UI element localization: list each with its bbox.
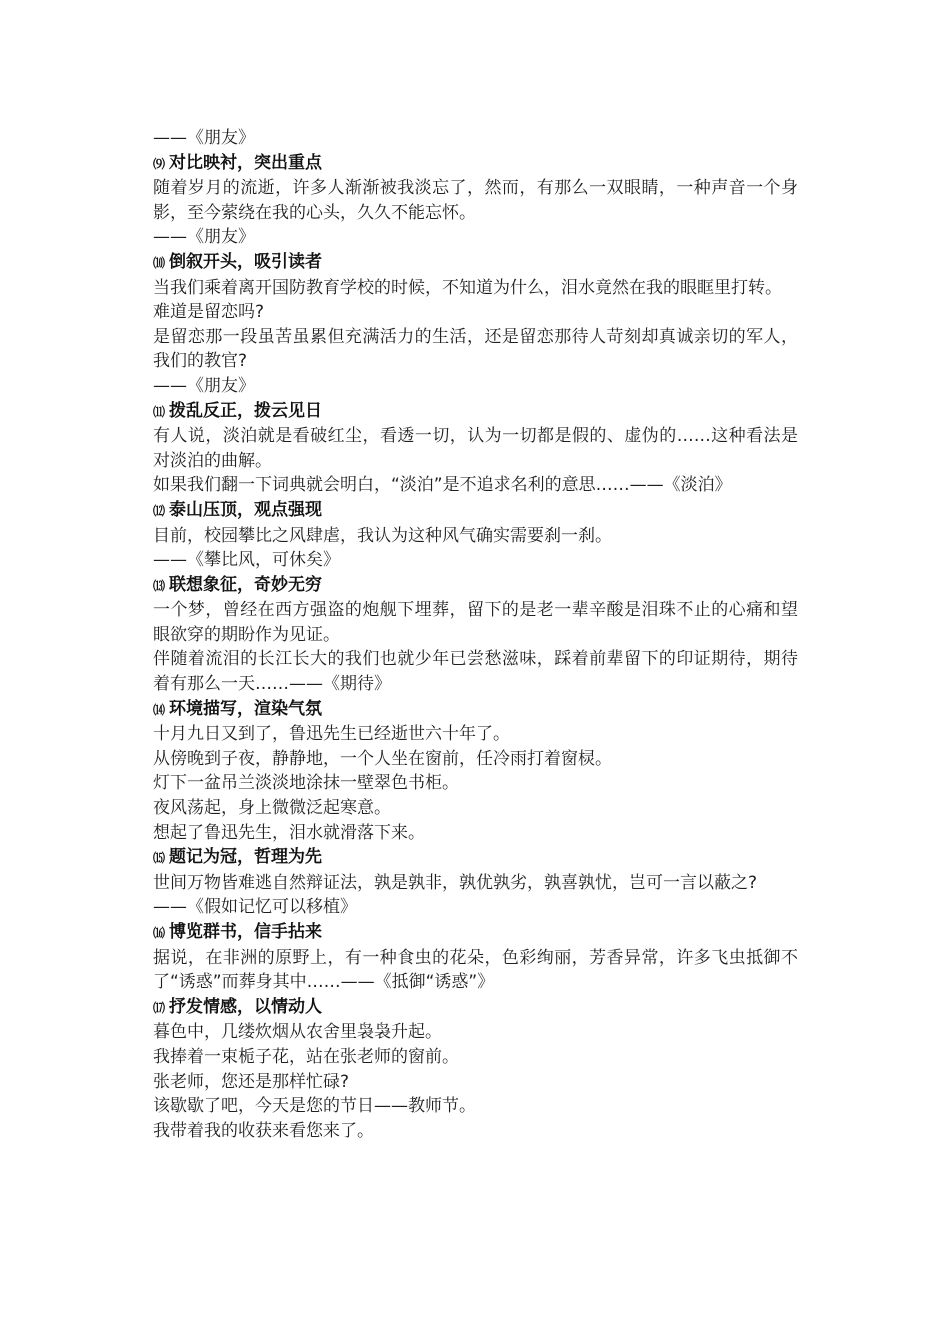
- paragraph: [153, 424, 798, 473]
- section-heading: [153, 995, 798, 1021]
- heading-text: 环境描写，渲染气氛: [169, 698, 323, 719]
- paragraph-text: 我捧着一束栀子花，站在张老师的窗前。: [153, 1046, 459, 1067]
- paragraph-text: 有人说，淡泊就是看破红尘，看透一切，认为一切都是假的、虚伪的……这种看法是对淡泊的曲解。: [153, 426, 798, 471]
- heading-text: 倒叙开头，吸引读者: [169, 251, 323, 272]
- paragraph-text: ——《朋友》: [153, 375, 255, 396]
- paragraph-text: 该歇歇了吧，今天是您的节日——教师节。: [153, 1096, 476, 1117]
- paragraph: [153, 895, 798, 920]
- heading-text: 拨乱反正，拨云见日: [169, 400, 323, 421]
- paragraph-text: 当我们乘着离开国防教育学校的时候，不知道为什么，泪水竟然在我的眼眶里打转。: [153, 277, 782, 298]
- section-heading: [153, 920, 798, 946]
- paragraph-text: 我带着我的收获来看您来了。: [153, 1120, 374, 1141]
- section-number: ⒄: [153, 1000, 166, 1015]
- paragraph: [153, 1119, 798, 1144]
- paragraph: [153, 1070, 798, 1095]
- paragraph: [153, 300, 798, 325]
- paragraph: [153, 524, 798, 549]
- paragraph-text: ——《朋友》: [153, 128, 255, 148]
- paragraph: [153, 946, 798, 995]
- paragraph: [153, 722, 798, 747]
- paragraph-text: 一个梦，曾经在西方强盗的炮舰下埋葬，留下的是老一辈辛酸是泪珠不止的心痛和望眼欲穿的期盼作为见证。: [153, 600, 798, 645]
- paragraph-text: 目前，校园攀比之风肆虐，我认为这种风气确实需要刹一刹。: [153, 525, 612, 546]
- section-number: ⒀: [153, 578, 166, 593]
- document-body: [153, 126, 798, 1143]
- section-number: ⑽: [153, 255, 166, 270]
- section-number: ⑼: [153, 156, 166, 171]
- paragraph: [153, 1045, 798, 1070]
- heading-text: 题记为冠，哲理为先: [169, 847, 323, 868]
- paragraph-text: 夜风荡起，身上微微泛起寒意。: [153, 798, 391, 819]
- paragraph-text: 张老师，您还是那样忙碌?: [153, 1071, 350, 1092]
- paragraph-text: ——《攀比风，可休矣》: [153, 550, 340, 571]
- section-heading: [153, 573, 798, 599]
- paragraph: [153, 747, 798, 772]
- section-heading: [153, 845, 798, 871]
- paragraph-text: ——《假如记忆可以移植》: [153, 897, 357, 918]
- paragraph-text: 世间万物皆难逃自然辩证法，孰是孰非，孰优孰劣，孰喜孰忧，岂可一言以蔽之?: [153, 872, 758, 893]
- heading-text: 联想象征，奇妙无穷: [169, 574, 323, 595]
- paragraph: [153, 473, 798, 498]
- paragraph-text: 想起了鲁迅先生，泪水就滑落下来。: [153, 822, 425, 843]
- paragraph: [153, 276, 798, 301]
- paragraph-text: 十月九日又到了，鲁迅先生已经逝世六十年了。: [153, 724, 510, 745]
- paragraph-text: ——《朋友》: [153, 227, 255, 248]
- paragraph: [153, 176, 798, 225]
- paragraph-text: 难道是留恋吗?: [153, 302, 265, 323]
- paragraph-text: 灯下一盆吊兰淡淡地涂抹一壁翠色书柜。: [153, 773, 459, 794]
- paragraph: [153, 821, 798, 846]
- paragraph: [153, 771, 798, 796]
- section-number: ⑾: [153, 404, 166, 419]
- paragraph: [153, 598, 798, 647]
- paragraph: [153, 548, 798, 573]
- paragraph-text: 暮色中，几缕炊烟从农舍里袅袅升起。: [153, 1022, 442, 1043]
- section-heading: [153, 498, 798, 524]
- paragraph-text: 如果我们翻一下词典就会明白，“淡泊”是不追求名利的意思……——《淡泊》: [153, 475, 732, 496]
- heading-text: 博览群书，信手拈来: [169, 922, 323, 942]
- paragraph-text: 是留恋那一段虽苦虽累但充满活力的生活，还是留恋那待人苛刻却真诚亲切的军人，我们的教官?: [153, 326, 798, 372]
- paragraph-text: 据说，在非洲的原野上，有一种食虫的花朵，色彩绚丽，芳香异常，许多飞虫抵御不了“诱惑”而葬身其中……——《抵御“诱惑”》: [153, 947, 798, 993]
- paragraph: [153, 1094, 798, 1119]
- paragraph: [153, 796, 798, 821]
- heading-text: 抒发情感，以情动人: [169, 996, 323, 1017]
- heading-text: 泰山压顶，观点强现: [169, 499, 323, 520]
- paragraph: [153, 647, 798, 696]
- paragraph-text: 随着岁月的流逝，许多人渐渐被我淡忘了，然而，有那么一双眼睛，一种声音一个身影，至今萦绕在我的心头，久久不能忘怀。: [153, 178, 798, 223]
- section-heading: [153, 399, 798, 425]
- section-number: ⑿: [153, 503, 166, 518]
- section-number: ⒃: [153, 926, 166, 940]
- section-heading: [153, 250, 798, 276]
- paragraph: [153, 374, 798, 399]
- section-number: ⒁: [153, 702, 166, 717]
- paragraph: [153, 325, 798, 374]
- paragraph: [153, 225, 798, 250]
- section-heading: [153, 151, 798, 177]
- paragraph-text: 伴随着流泪的长江长大的我们也就少年已尝愁滋味，踩着前辈留下的印证期待，期待着有那么一天……——《期待》: [153, 649, 798, 695]
- paragraph: [153, 126, 798, 151]
- paragraph: [153, 871, 798, 896]
- paragraph: [153, 1020, 798, 1045]
- paragraph-text: 从傍晚到子夜，静静地，一个人坐在窗前，任冷雨打着窗棂。: [153, 748, 612, 769]
- heading-text: 对比映衬，突出重点: [169, 152, 323, 173]
- section-number: ⒂: [153, 851, 166, 866]
- section-heading: [153, 697, 798, 723]
